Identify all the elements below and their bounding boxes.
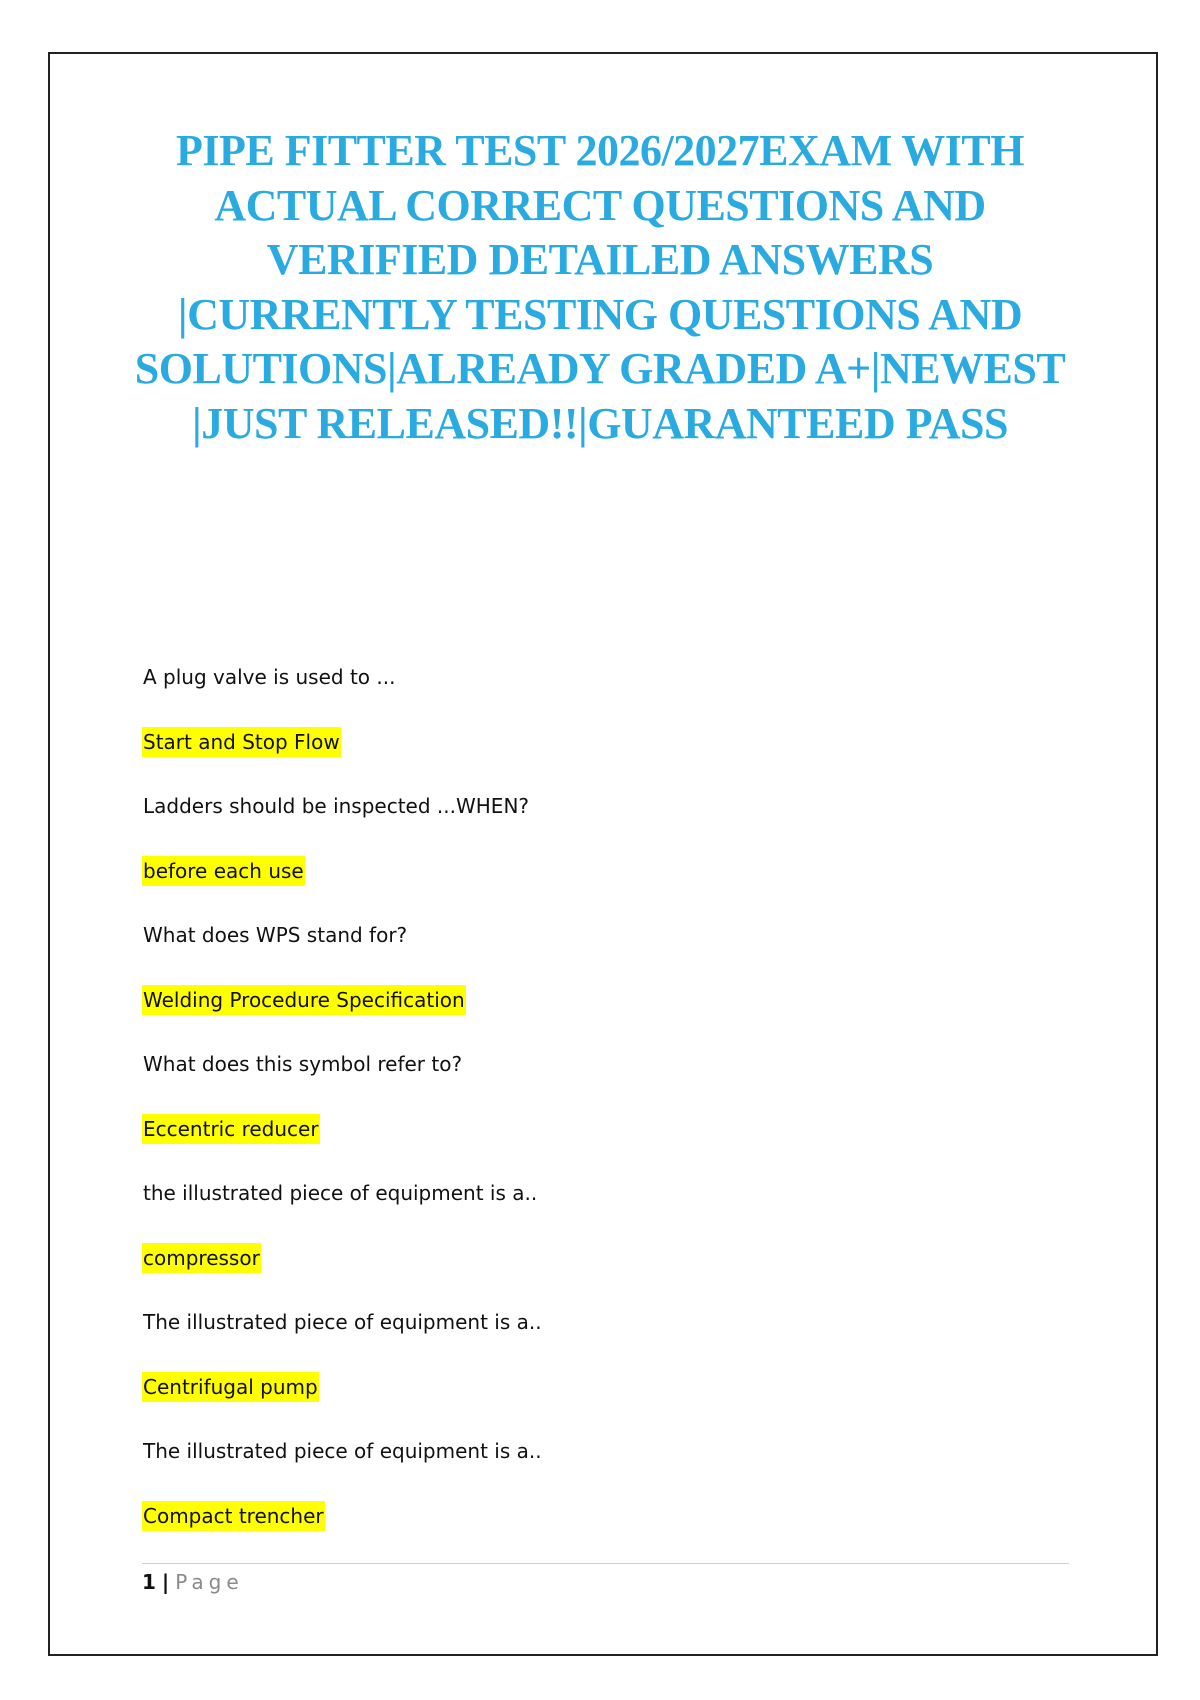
answer-highlight: before each use bbox=[142, 839, 1042, 904]
page-label: Page bbox=[175, 1570, 244, 1594]
footer-separator: | bbox=[161, 1570, 170, 1594]
question-text: What does WPS stand for? bbox=[143, 923, 408, 948]
footer-divider bbox=[142, 1563, 1069, 1564]
question-text: the illustrated piece of equipment is a.. bbox=[143, 1181, 538, 1206]
title-line: PIPE FITTER TEST 2026/2027EXAM WITH bbox=[175, 126, 1025, 175]
question-text: Ladders should be inspected ...WHEN? bbox=[143, 794, 530, 819]
document-title bbox=[100, 124, 1100, 451]
answer-highlight: Welding Procedure Specification bbox=[142, 968, 1042, 1033]
answer-highlight: Centrifugal pump bbox=[142, 1355, 1042, 1420]
question-text: The illustrated piece of equipment is a.. bbox=[143, 1439, 542, 1464]
title-line: |CURRENTLY TESTING QUESTIONS AND bbox=[177, 289, 1023, 339]
question-text: A plug valve is used to ... bbox=[143, 665, 396, 690]
title-line: VERIFIED DETAILED ANSWERS bbox=[266, 235, 934, 284]
answer-highlight: Eccentric reducer bbox=[142, 1097, 1042, 1162]
title-line: SOLUTIONS|ALREADY GRADED A+|NEWEST bbox=[134, 344, 1066, 393]
page-number: 1 bbox=[142, 1570, 156, 1594]
answer-highlight: Compact trencher bbox=[142, 1484, 1042, 1549]
answer-highlight: Start and Stop Flow bbox=[142, 710, 1042, 775]
qa-list bbox=[142, 645, 1042, 1548]
title-line: |JUST RELEASED!!|GUARANTEED PASS bbox=[192, 398, 1008, 448]
page-footer bbox=[142, 1570, 244, 1594]
title-line: ACTUAL CORRECT QUESTIONS AND bbox=[214, 180, 986, 230]
question-text: The illustrated piece of equipment is a.. bbox=[143, 1310, 542, 1335]
answer-highlight: compressor bbox=[142, 1226, 1042, 1291]
question-text: What does this symbol refer to? bbox=[143, 1052, 463, 1077]
